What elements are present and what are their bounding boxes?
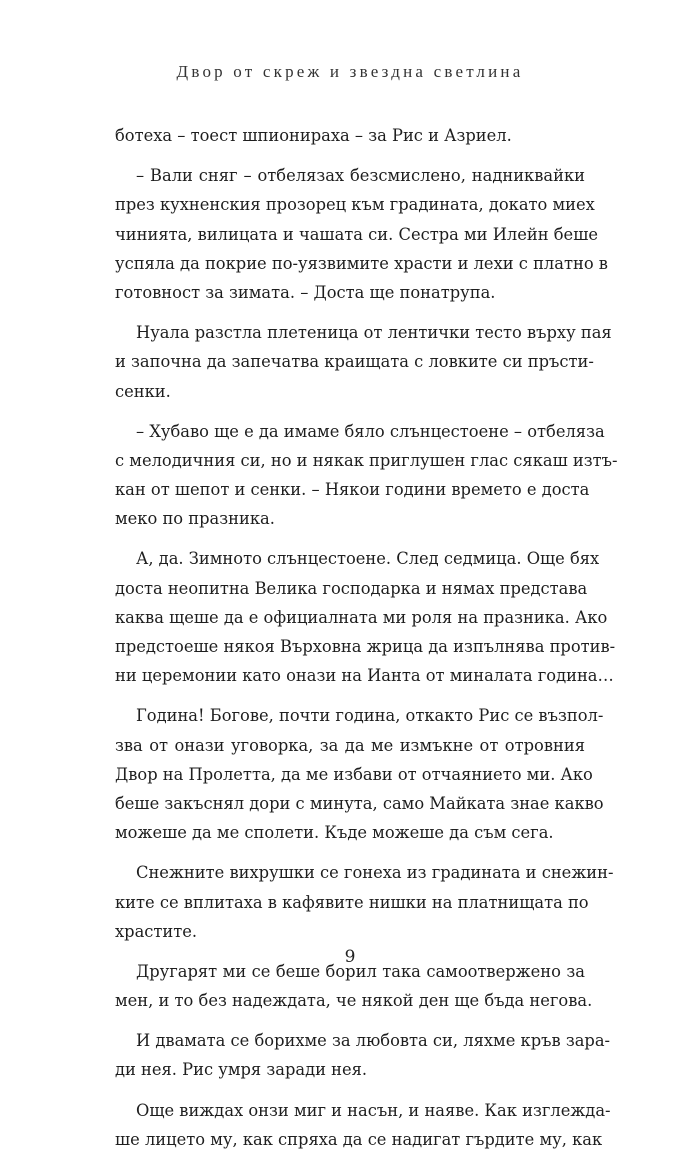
running-header: Двор от скреж и звездна светлина <box>176 62 524 81</box>
text-line: ше лицето му, как спряха да се надигат гърдите му, как <box>115 1129 603 1149</box>
text-line: доста неопитна Велика господарка и нямах представа <box>115 578 588 598</box>
text-line: ди нея. Рис умря заради нея. <box>115 1060 368 1080</box>
text-line: А, да. Зимното слънцестоене. След седмица. Още бях <box>136 549 600 569</box>
text-line: и започна да запечатва краищата с ловките си пръсти- <box>115 352 594 372</box>
text-line: Двор на Пролетта, да ме избави от отчаянието ми. Ако <box>115 764 593 784</box>
text-line: И двамата се борихме за любовта си, ляхме кръв зара- <box>136 1031 611 1051</box>
text-line: Година! Богове, почти година, откакто Рис се възпол- <box>136 706 604 726</box>
text-line: можеше да ме сполети. Къде можеше да съм сега. <box>115 823 554 843</box>
text-line: Нуала разстла плетеница от лентички тесто върху пая <box>136 323 612 343</box>
text-line: – Вали сняг – отбелязах безсмислено, надниквайки <box>136 166 585 186</box>
text-line: Другарят ми се беше борил така самоотвержено за <box>136 961 585 981</box>
text-line: храстите. <box>115 921 198 941</box>
text-line: ботеха – тоест шпионираха – за Рис и Азриел. <box>115 126 512 145</box>
text-line: меко по празника. <box>115 509 275 529</box>
text-line: – Хубаво ще е да имаме бяло слънцестоене – отбеляза <box>136 421 605 441</box>
page-number: 9 <box>344 947 356 967</box>
text-line: с мелодичния си, но и някак приглушен глас сякаш изтъ- <box>115 450 618 470</box>
text-line: ките се вплитаха в кафявите нишки на платнищата по <box>115 892 589 912</box>
text-line: беше закъснял дори с минута, само Майката знае какво <box>115 793 604 813</box>
text-line: Още виждах онзи миг и насън, и наяве. Как изглежда- <box>136 1100 611 1120</box>
text-line: успяла да покрие по-уязвимите храсти и лехи с платно в <box>115 253 608 273</box>
text-line: каква щеше да е официалната ми роля на празника. Ако <box>115 607 608 627</box>
text-line: чинията, вилицата и чашата си. Сестра ми Илейн беше <box>115 224 598 244</box>
body-text <box>115 121 618 1154</box>
text-line: ни церемонии като онази на Ианта от миналата година… <box>115 666 614 686</box>
text-line: готовност за зимата. – Доста ще понатрупа. <box>115 282 496 302</box>
text-line: мен, и то без надеждата, че някой ден ще бъда негова. <box>115 991 593 1011</box>
text-line: сенки. <box>115 381 171 401</box>
text-line: Снежните вихрушки се гонеха из градината и снежин- <box>136 863 614 883</box>
text-line: зва от онази уговорка, за да ме измъкне от отровния <box>115 735 585 755</box>
text-line: предстоеше някоя Върховна жрица да изпълнява против- <box>115 637 616 656</box>
text-line: през кухненския прозорец към градината, докато миех <box>115 195 595 215</box>
text-line: кан от шепот и сенки. – Някои години времето е доста <box>115 480 590 500</box>
